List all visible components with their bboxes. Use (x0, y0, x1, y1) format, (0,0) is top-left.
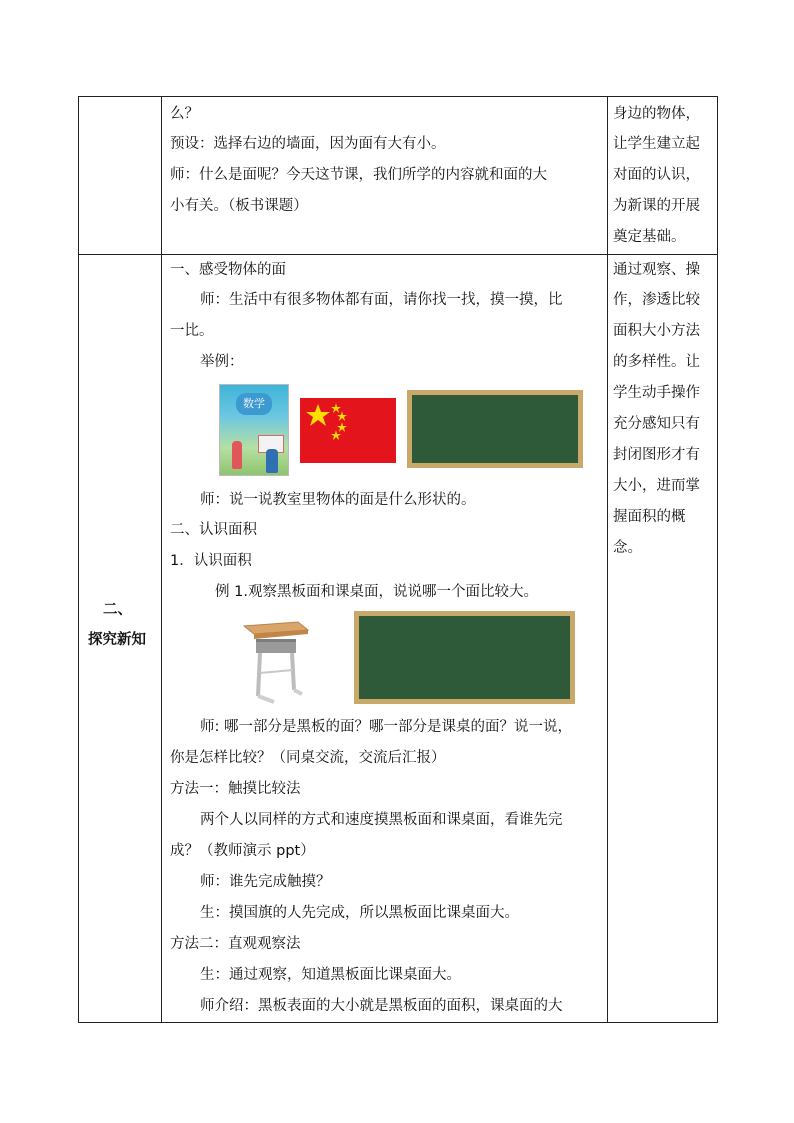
col-divider-2 (607, 97, 608, 1022)
text-line: 么？ (170, 106, 199, 122)
book-child-graphic (266, 449, 278, 473)
stage-number: 二、 (103, 602, 132, 618)
desk-image (238, 618, 310, 706)
note-line: 封闭图形才有 (613, 447, 700, 463)
note-line: 作，渗透比较 (613, 292, 700, 308)
row-divider (79, 254, 717, 255)
text-line: 生：摸国旗的人先完成，所以黑板面比课桌面大。 (200, 905, 519, 921)
math-textbook-image (219, 384, 289, 476)
text-line: 例 1.观察黑板面和课桌面，说说哪一个面比较大。 (215, 584, 538, 600)
text-line: 师：什么是面呢？今天这节课，我们所学的内容就和面的大 (170, 167, 547, 183)
note-line: 念。 (613, 540, 642, 556)
col-divider-1 (161, 97, 162, 1022)
text-line: 预设：选择右边的墙面，因为面有大有小。 (170, 136, 446, 152)
text-line: 两个人以同样的方式和速度摸黑板面和课桌面，看谁先完 (200, 812, 563, 828)
note-line: 对面的认识， (613, 167, 700, 183)
note-line: 面积大小方法 (613, 323, 700, 339)
note-line: 奠定基础。 (613, 229, 686, 245)
note-line: 的多样性。让 (613, 354, 700, 370)
text-line: 生：通过观察，知道黑板面比课桌面大。 (200, 967, 461, 983)
text-line: 举例： (200, 354, 244, 370)
text-line: 一、感受物体的面 (170, 262, 286, 278)
blackboard-image-small (407, 390, 583, 468)
text-line: 成？（教师演示 ppt） (170, 843, 315, 859)
stage-name: 探究新知 (88, 632, 146, 648)
text-line: 方法一：触摸比较法 (170, 781, 301, 797)
note-line: 握面积的概 (613, 509, 686, 525)
note-line: 让学生建立起 (613, 136, 700, 152)
blackboard-image-large (354, 611, 575, 704)
text-line: 1．认识面积 (170, 553, 252, 569)
text-line: 师：生活中有很多物体都有面，请你找一找，摸一摸，比 (200, 292, 563, 308)
note-line: 大小，进而掌 (613, 478, 700, 494)
note-line: 身边的物体， (613, 106, 700, 122)
text-line: 师介绍：黑板表面的大小就是黑板面的面积，课桌面的大 (200, 998, 563, 1014)
text-line: 师：说一说教室里物体的面是什么形状的。 (200, 492, 476, 508)
book-child-graphic (232, 441, 242, 469)
book-title: 数学 (236, 393, 272, 415)
text-line: 师: 哪一部分是黑板的面？哪一部分是课桌的面？说一说， (200, 719, 572, 735)
text-line: 方法二：直观观察法 (170, 936, 301, 952)
text-line: 师：谁先完成触摸？ (200, 874, 331, 890)
text-line: 小有关。（板书课题） (170, 198, 308, 214)
note-line: 学生动手操作 (613, 385, 700, 401)
text-line: 一比。 (170, 323, 214, 339)
text-line: 二、认识面积 (170, 522, 257, 538)
note-line: 充分感知只有 (613, 416, 700, 432)
text-line: 你是怎样比较？（同桌交流，交流后汇报） (170, 750, 446, 766)
note-line: 为新课的开展 (613, 198, 700, 214)
note-line: 通过观察、操 (613, 262, 700, 278)
national-flag-image (300, 398, 396, 463)
flag-stars (300, 398, 396, 463)
